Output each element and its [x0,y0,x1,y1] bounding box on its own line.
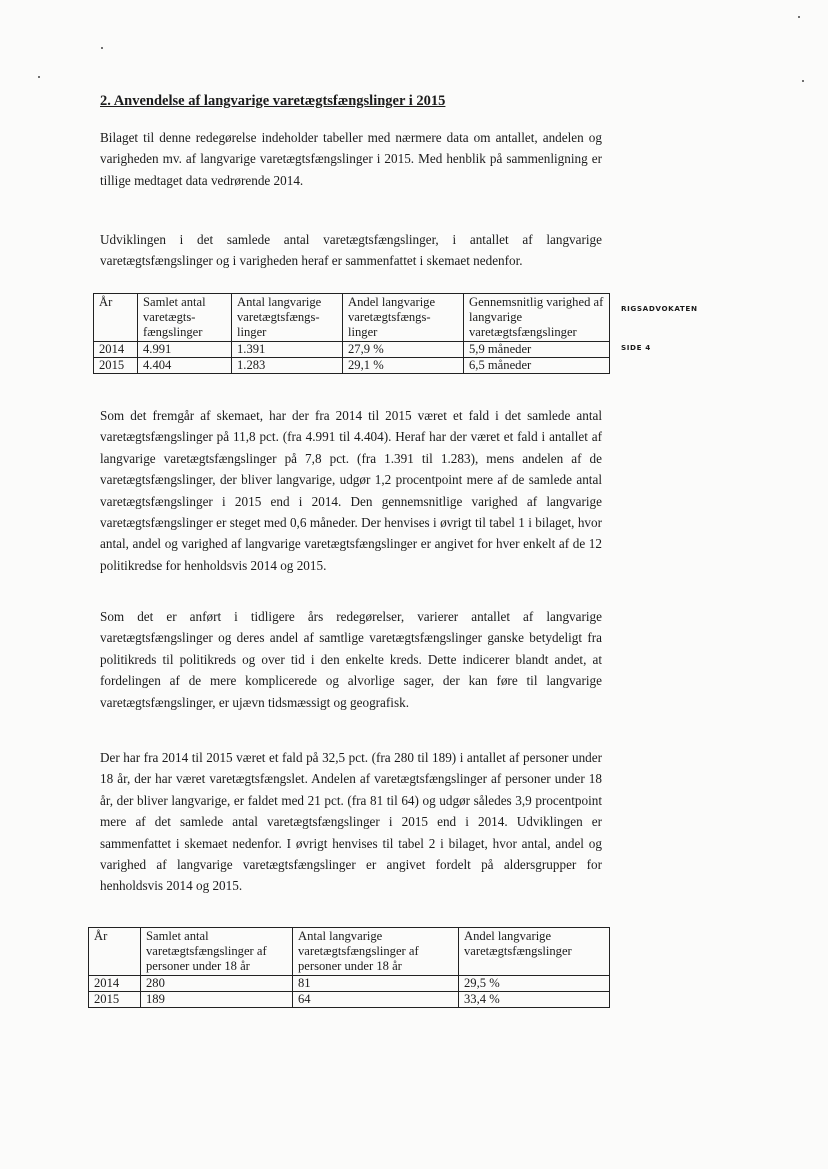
sidebar-organization: RIGSADVOKATEN [621,304,698,313]
table-cell: 4.404 [138,358,232,374]
table-header-cell: År [94,294,138,342]
paragraph-analysis: Som det fremgår af skemaet, har der fra 2014 til 2015 været et fald i det samlede antal varetægtsfængslinger på 11,8 pct. (fra 4.991 til 4.404). Heraf har der været et fald i antallet af langvarige varetægtsfængslinger på 7,8 pct. (fra 1.391 til 1.283), mens andelen af de varetægtsfængslinger, der bliver langvarige, udgør 1,2 procentpoint mere af de samlede antal varetægtsfængslinger i 2015 end i 2014. Den gennemsnitlige varighed af langvarige varetægtsfængslinger er steget med 0,6 måneder. Der henvises i øvrigt til tabel 1 i bilaget, hvor antal, andel og varighed af langvarige varetægtsfængslinger er angivet for hver enkelt af de 12 politikredse for henholdsvis 2014 og 2015. [100,408,602,573]
table-header-cell: År [89,928,141,976]
table-header-cell: Samlet antal varetægtsfængslinger af personer under 18 år [141,928,293,976]
table-header-cell: Antal langvarige varetægtsfængs-linger [232,294,343,342]
table-cell: 4.991 [138,342,232,358]
table-header-cell: Samlet antal varetægts-fængslinger [138,294,232,342]
table-row [94,342,610,358]
table-cell: 5,9 måneder [464,342,610,358]
table-header-row [89,928,610,976]
table-cell: 33,4 % [459,992,610,1008]
scan-speck [38,76,40,78]
table-cell: 280 [141,976,293,992]
table-header-cell: Antal langvarige varetægtsfængslinger af personer under 18 år [293,928,459,976]
table-header-cell: Gennemsnitlig varighed af langvarige varetægtsfængslinger [464,294,610,342]
section-heading: 2. Anvendelse af langvarige varetægtsfængslinger i 2015 [100,93,446,109]
table-row [89,992,610,1008]
paragraph-variation: Som det er anført i tidligere års redegørelser, varierer antallet af langvarige varetægtsfængslinger og deres andel af samtlige varetægtsfængslinger ganske betydeligt fra politikreds til politikreds og over tid i den enkelte kreds. Dette indicerer blandt andet, at fordelingen af de mere komplicerede og alvorlige sager, der kan føre til langvarige varetægtsfængslinger, er ujævn tidsmæssigt og geografisk. [100,609,602,710]
table-cell: 2014 [89,976,141,992]
scan-speck [798,16,800,18]
table-header-cell: Andel langvarige varetægtsfængs-linger [343,294,464,342]
scan-speck [101,47,103,49]
table-cell: 1.391 [232,342,343,358]
table-cell: 29,5 % [459,976,610,992]
paragraph-minors: Der har fra 2014 til 2015 været et fald på 32,5 pct. (fra 280 til 189) i antallet af personer under 18 år, der har været varetægtsfængslet. Andelen af varetægtsfængslinger af personer under 18 år, der bliver langvarige, er faldet med 21 pct. (fra 81 til 64) og udgør således 3,9 procentpoint mere af det samlede antal varetægtsfængslinger i 2015 end i 2014. Udviklingen er sammenfattet i skemaet nedenfor. I øvrigt henvises til tabel 2 i bilaget, hvor antal, andel og varighed af langvarige varetægtsfængslinger er angivet fordelt på aldersgrupper for henholdsvis 2014 og 2015. [100,750,602,894]
table-cell: 189 [141,992,293,1008]
paragraph-summary: Udviklingen i det samlede antal varetægtsfængslinger, i antallet af langvarige varetægtsfængslinger og i varigheden heraf er sammenfattet i skemaet nedenfor. [100,232,602,269]
sidebar-page-number: SIDE 4 [621,343,651,352]
table-cell: 29,1 % [343,358,464,374]
table-cell: 2015 [89,992,141,1008]
table-header-row [94,294,610,342]
table-detention-totals [93,293,610,374]
paragraph-intro: Bilaget til denne redegørelse indeholder tabeller med nærmere data om antallet, andelen og varigheden mv. af langvarige varetægtsfængslinger i 2015. Med henblik på sammenligning er tillige medtaget data vedrørende 2014. [100,130,602,188]
table-cell: 64 [293,992,459,1008]
table-row [94,358,610,374]
table-cell: 2014 [94,342,138,358]
table-header-cell: Andel langvarige varetægtsfængslinger [459,928,610,976]
table-minors [88,927,610,1008]
table-cell: 81 [293,976,459,992]
table-cell: 1.283 [232,358,343,374]
table-cell: 27,9 % [343,342,464,358]
table-cell: 2015 [94,358,138,374]
table-cell: 6,5 måneder [464,358,610,374]
scan-speck [802,80,804,82]
table-row [89,976,610,992]
